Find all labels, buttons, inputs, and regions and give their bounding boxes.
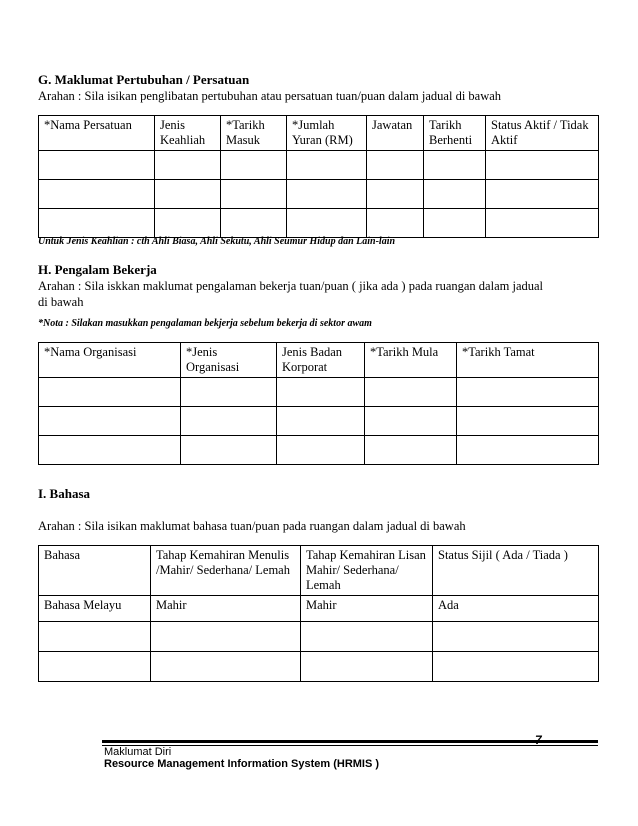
table-cell[interactable]: [151, 622, 301, 652]
section-g-heading: G. Maklumat Pertubuhan / Persatuan: [38, 72, 250, 87]
table-cell[interactable]: [39, 209, 155, 238]
organization-table: [38, 115, 599, 238]
table-row: [39, 622, 599, 652]
section-i-heading: I. Bahasa: [38, 486, 91, 501]
table-cell[interactable]: [486, 209, 599, 238]
lang-cell-lisan[interactable]: Mahir: [301, 596, 433, 622]
table-cell[interactable]: [155, 209, 221, 238]
table-cell[interactable]: [287, 180, 367, 209]
lang-cell-sijil[interactable]: Ada: [433, 596, 599, 622]
table-cell[interactable]: [287, 209, 367, 238]
table-row: [39, 378, 599, 407]
table-cell[interactable]: [424, 180, 486, 209]
table-cell[interactable]: [181, 378, 277, 407]
table-row: [39, 407, 599, 436]
lang-header-menulis: Tahap Kemahiran Menulis /Mahir/ Sederhana/ Lemah: [151, 546, 301, 596]
table-cell[interactable]: [433, 652, 599, 682]
lang-cell-bahasa[interactable]: Bahasa Melayu: [39, 596, 151, 622]
org-header-tarikh-masuk: *Tarikh Masuk: [221, 116, 287, 151]
table-cell[interactable]: [277, 378, 365, 407]
work-header-jenis-organisasi: *Jenis Organisasi: [181, 343, 277, 378]
lang-cell-menulis[interactable]: Mahir: [151, 596, 301, 622]
footer-system-name: Resource Management Information System (HRMIS ): [104, 758, 380, 770]
table-cell[interactable]: [457, 436, 599, 465]
work-header-tarikh-tamat: *Tarikh Tamat: [457, 343, 599, 378]
table-cell[interactable]: [277, 407, 365, 436]
lang-header-bahasa: Bahasa: [39, 546, 151, 596]
table-cell[interactable]: [424, 151, 486, 180]
table-cell[interactable]: [457, 407, 599, 436]
table-cell[interactable]: [39, 436, 181, 465]
table-cell[interactable]: [365, 378, 457, 407]
table-cell[interactable]: [39, 151, 155, 180]
table-cell[interactable]: [367, 180, 424, 209]
table-row: [39, 209, 599, 238]
section-g-instruction: Arahan : Sila isikan penglibatan pertubuhan atau persatuan tuan/puan dalam jadual di bawah: [38, 89, 502, 103]
table-cell[interactable]: [39, 652, 151, 682]
table-cell[interactable]: [457, 378, 599, 407]
footer-divider-thin: [102, 745, 598, 746]
org-header-status: Status Aktif / Tidak Aktif: [486, 116, 599, 151]
table-cell[interactable]: [181, 436, 277, 465]
section-h-instruction-1: Arahan : Sila iskkan maklumat pengalaman bekerja tuan/puan ( jika ada ) pada ruangan dalam jadual: [38, 279, 544, 293]
table-cell[interactable]: [39, 378, 181, 407]
section-h-note: *Nota : Silakan masukkan pengalaman bekjerja sebelum bekerja di sektor awam: [38, 318, 372, 329]
section-h-heading: H. Pengalam Bekerja: [38, 262, 157, 277]
org-header-jumlah-yuran: *Jumlah Yuran (RM): [287, 116, 367, 151]
table-cell[interactable]: [155, 180, 221, 209]
table-row: [39, 436, 599, 465]
table-cell[interactable]: [433, 622, 599, 652]
table-cell[interactable]: [486, 180, 599, 209]
table-cell[interactable]: [39, 180, 155, 209]
work-experience-table: [38, 342, 599, 465]
table-cell[interactable]: [424, 209, 486, 238]
work-header-tarikh-mula: *Tarikh Mula: [365, 343, 457, 378]
work-header-jenis-badan: Jenis Badan Korporat: [277, 343, 365, 378]
table-cell[interactable]: [155, 151, 221, 180]
work-header-nama-organisasi: *Nama Organisasi: [39, 343, 181, 378]
table-cell[interactable]: [365, 407, 457, 436]
table-cell[interactable]: [367, 209, 424, 238]
table-cell[interactable]: [365, 436, 457, 465]
org-header-jawatan: Jawatan: [367, 116, 424, 151]
footer-doc-title: Maklumat Diri: [104, 746, 172, 758]
table-row: [39, 151, 599, 180]
footer-divider: [102, 740, 598, 743]
table-cell[interactable]: [221, 180, 287, 209]
table-cell[interactable]: [39, 622, 151, 652]
table-cell[interactable]: [486, 151, 599, 180]
section-i-instruction: Arahan : Sila isikan maklumat bahasa tuan/puan pada ruangan dalam jadual di bawah: [38, 519, 466, 533]
table-cell[interactable]: [221, 209, 287, 238]
org-header-jenis: Jenis Keahliah: [155, 116, 221, 151]
language-table: [38, 545, 599, 682]
lang-header-sijil: Status Sijil ( Ada / Tiada ): [433, 546, 599, 596]
org-header-nama: *Nama Persatuan: [39, 116, 155, 151]
table-cell[interactable]: [151, 652, 301, 682]
table-row: [39, 596, 599, 622]
section-h-instruction-2: di bawah: [38, 295, 84, 309]
org-header-tarikh-berhenti: Tarikh Berhenti: [424, 116, 486, 151]
table-cell[interactable]: [221, 151, 287, 180]
table-cell[interactable]: [39, 407, 181, 436]
table-cell[interactable]: [301, 652, 433, 682]
lang-header-lisan: Tahap Kemahiran Lisan Mahir/ Sederhana/ Lemah: [301, 546, 433, 596]
table-row: [39, 652, 599, 682]
table-cell[interactable]: [367, 151, 424, 180]
table-cell[interactable]: [287, 151, 367, 180]
table-cell[interactable]: [181, 407, 277, 436]
table-cell[interactable]: [301, 622, 433, 652]
section-g-note: Untuk Jenis Keahlian : cth Ahli Biasa, Ahli Sekutu, Ahli Seumur Hidup dan Lain-lain: [38, 236, 396, 247]
table-row: [39, 180, 599, 209]
table-cell[interactable]: [277, 436, 365, 465]
